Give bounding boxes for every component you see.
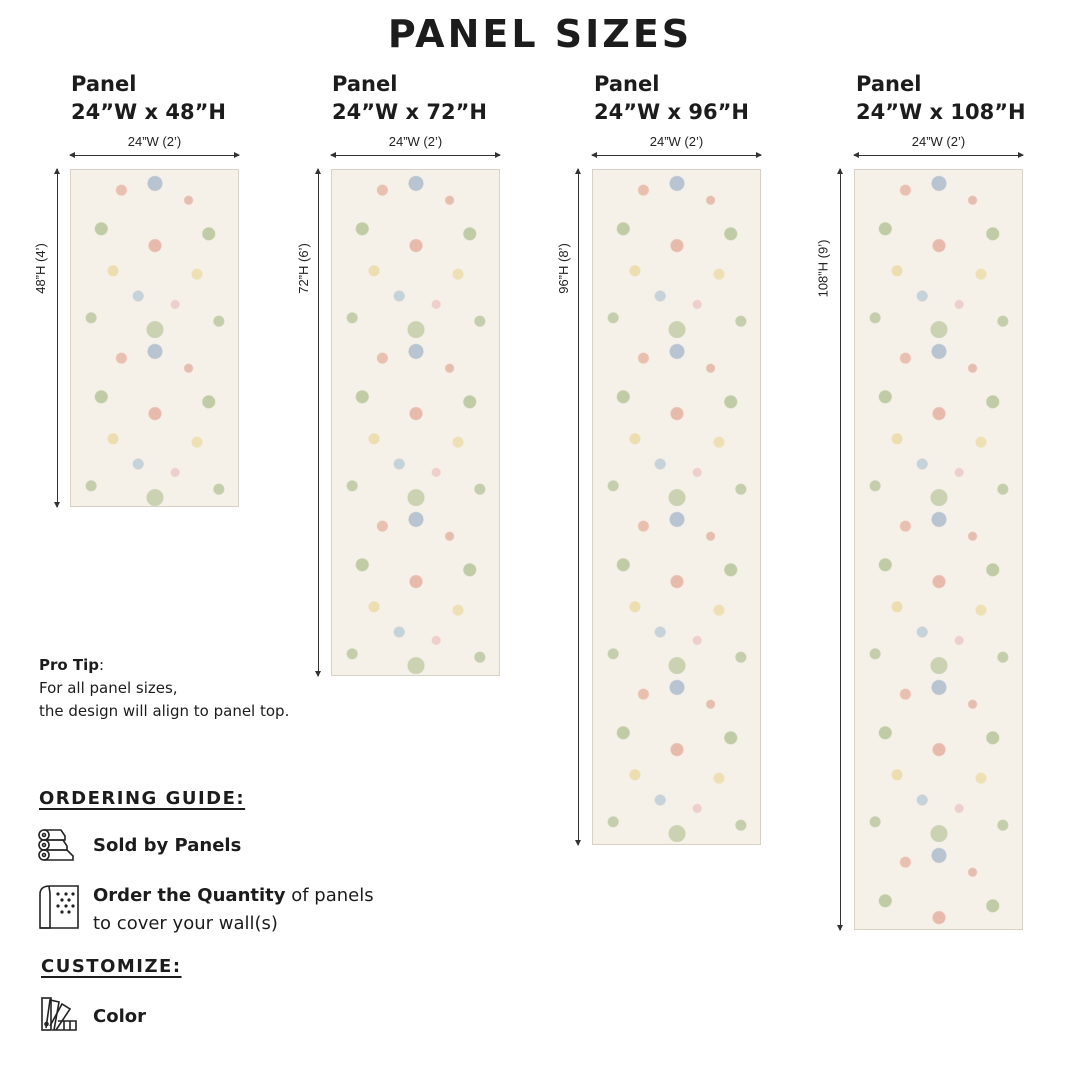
panel-size: 24”W x 48”H xyxy=(71,100,226,124)
height-dimension-line xyxy=(318,169,319,676)
panel-heading-48 xyxy=(71,70,226,126)
page-title: PANEL SIZES xyxy=(387,12,693,56)
wallpaper-panel-72 xyxy=(331,169,500,676)
width-dimension-line xyxy=(331,155,500,156)
color-swatch-icon xyxy=(40,996,78,1032)
panel-label: Panel xyxy=(856,72,922,96)
width-label-96: 24”W (2’) xyxy=(649,134,704,149)
width-dimension-line xyxy=(70,155,239,156)
wallpaper-panel-48 xyxy=(70,169,239,507)
order-quantity-line2: to cover your wall(s) xyxy=(93,913,278,934)
sold-by-panels xyxy=(93,832,241,860)
wallpaper-sample-icon xyxy=(38,884,80,930)
width-label-48: 24”W (2’) xyxy=(127,134,182,149)
height-dimension-line xyxy=(840,169,841,930)
sold-by-panels-text: Sold by Panels xyxy=(93,835,242,856)
customize-heading: CUSTOMIZE: xyxy=(41,956,182,977)
customize-color xyxy=(93,1003,146,1031)
width-label-72: 24”W (2’) xyxy=(388,134,443,149)
width-dimension-line xyxy=(854,155,1023,156)
panel-size: 24”W x 108”H xyxy=(856,100,1026,124)
order-quantity xyxy=(93,882,374,938)
panel-label: Panel xyxy=(71,72,137,96)
panel-label: Panel xyxy=(332,72,398,96)
panel-label: Panel xyxy=(594,72,660,96)
panel-heading-96 xyxy=(594,70,749,126)
panel-heading-72 xyxy=(332,70,487,126)
height-dimension-line xyxy=(57,169,58,507)
pro-tip-line2: the design will align to panel top. xyxy=(39,702,290,720)
panel-size: 24”W x 96”H xyxy=(594,100,749,124)
ordering-guide-heading: ORDERING GUIDE: xyxy=(39,788,246,809)
pro-tip-line1: For all panel sizes, xyxy=(39,679,178,697)
panel-rolls-icon xyxy=(37,828,77,862)
height-label-48: 48”H (4’) xyxy=(32,243,48,294)
order-quantity-rest: of panels xyxy=(285,885,374,906)
width-label-108: 24”W (2’) xyxy=(911,134,966,149)
order-quantity-bold: Order the Quantity xyxy=(93,885,286,906)
wallpaper-panel-96 xyxy=(592,169,761,845)
wallpaper-panel-108 xyxy=(854,169,1023,930)
pro-tip: Pro Tip: For all panel sizes, the design will align to panel top. xyxy=(39,654,289,723)
pro-tip-label: Pro Tip xyxy=(39,656,100,674)
panel-heading-108 xyxy=(856,70,1026,126)
width-dimension-line xyxy=(592,155,761,156)
customize-color-text: Color xyxy=(93,1006,146,1027)
panel-size: 24”W x 72”H xyxy=(332,100,487,124)
height-label-96: 96”H (8’) xyxy=(555,243,571,294)
height-label-72: 72”H (6’) xyxy=(295,243,311,294)
height-dimension-line xyxy=(578,169,579,845)
height-label-108: 108”H (9’) xyxy=(815,239,831,298)
